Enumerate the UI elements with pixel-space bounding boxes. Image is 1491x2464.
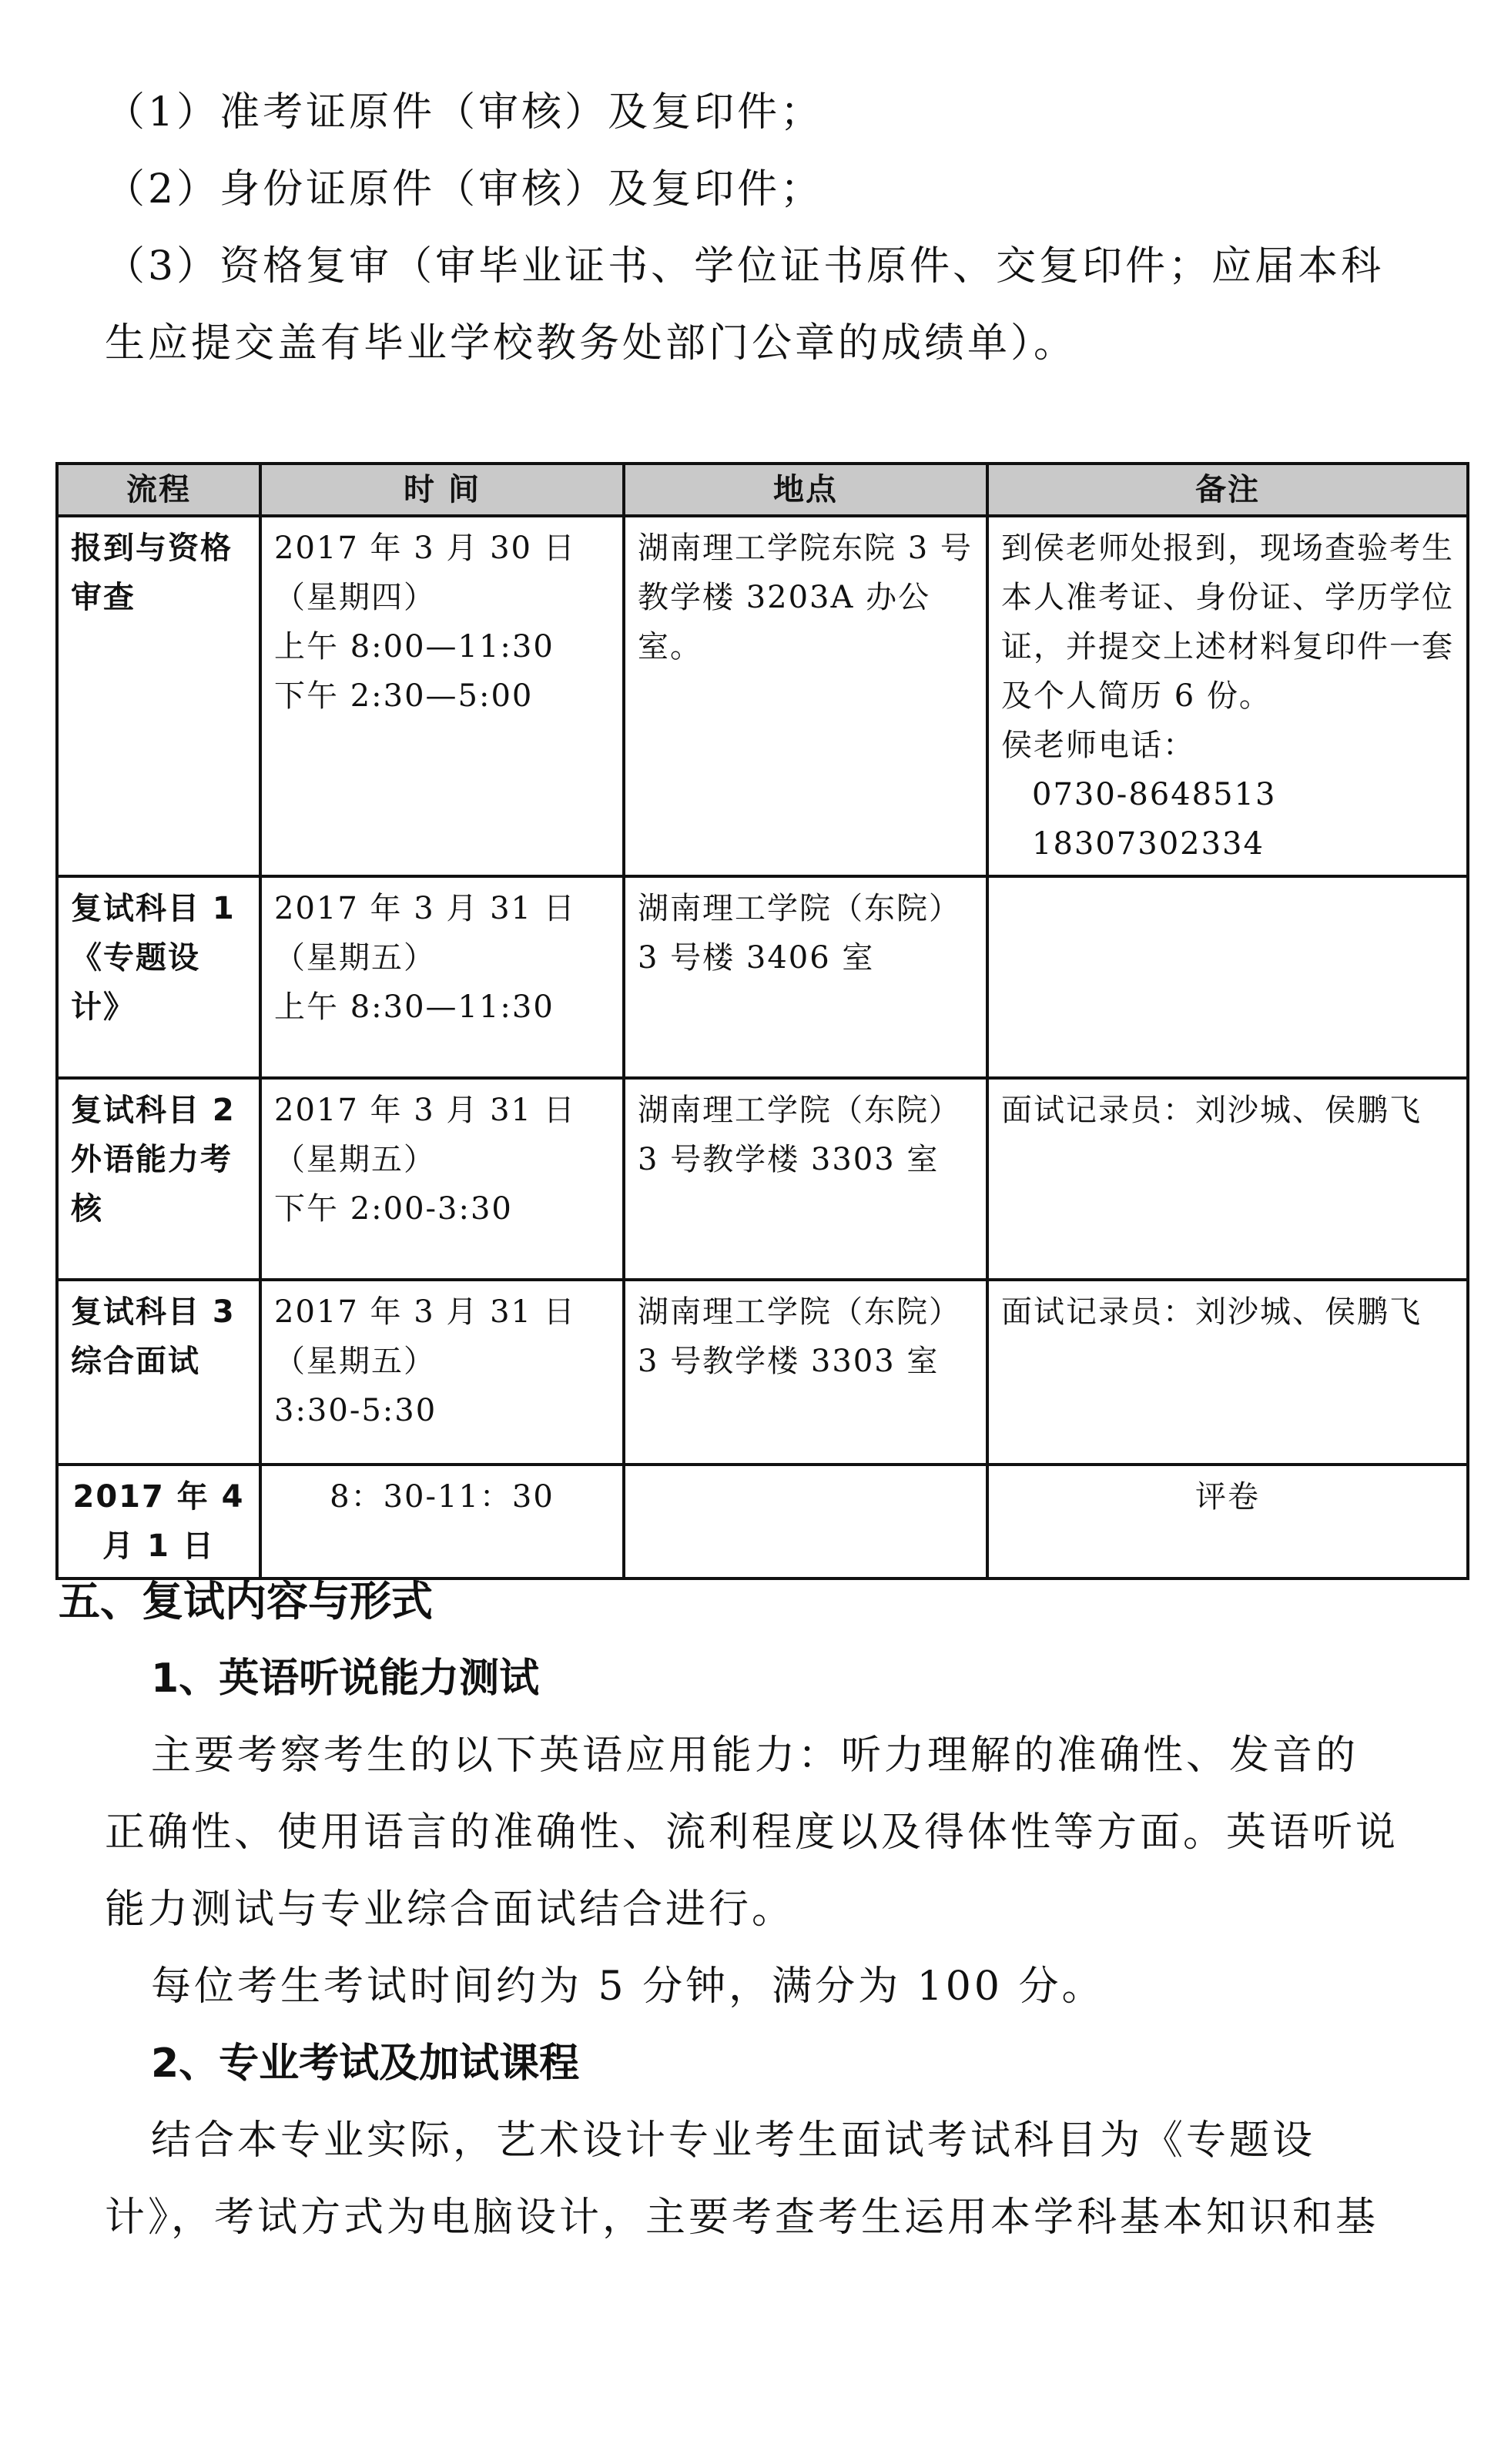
row-step: 复试科目 3 综合面试 [57, 1280, 260, 1465]
phone-1: 0730-8648513 [1032, 777, 1277, 812]
schedule-table [55, 462, 1469, 1580]
row-step: 复试科目 2 外语能力考核 [57, 1078, 260, 1280]
header-place: 地点 [624, 464, 987, 516]
time-range: 上午 8:30—11:30 [274, 989, 555, 1025]
row-step: 复试科目 1《专题设计》 [57, 876, 260, 1078]
header-step: 流程 [57, 464, 260, 516]
time-date: 2017 年 3 月 30 日（星期四） [274, 531, 576, 615]
row-step: 2017 年 4 月 1 日 [57, 1465, 260, 1578]
phone-2: 18307302334 [1032, 826, 1265, 862]
intro-item-2: （2）身份证原件（审核）及复印件； [105, 166, 824, 213]
row-place: 湖南理工学院（东院）3 号教学楼 3303 室 [624, 1280, 987, 1465]
time-date: 2017 年 3 月 31 日（星期五） [274, 1294, 576, 1379]
header-time: 时 间 [260, 464, 624, 516]
section-5-title: 五、复试内容与形式 [59, 1577, 433, 1625]
row-note: 面试记录员：刘沙城、侯鹏飞 [987, 1280, 1468, 1465]
subsection-1-paragraph: 主要考察考生的以下英语应用能力：听力理解的准确性、发音的正确性、使用语言的准确性、流利程度以及得体性等方面。英语听说能力测试与专业综合面试结合进行。 [105, 1732, 1399, 1933]
row-time [260, 876, 624, 1078]
row-time: 8：30-11：30 [260, 1465, 624, 1578]
time-date: 2017 年 3 月 31 日（星期五） [274, 1093, 576, 1177]
table-row [57, 1465, 1468, 1578]
row-place [624, 1465, 987, 1578]
row-step: 报到与资格审查 [57, 516, 260, 876]
time-afternoon: 下午 2:30—5:00 [274, 678, 534, 714]
subsection-1-score: 每位考生考试时间约为 5 分钟，满分为 100 分。 [151, 1964, 1105, 2010]
row-place: 湖南理工学院（东院）3 号楼 3406 室 [624, 876, 987, 1078]
row-time [260, 516, 624, 876]
time-date: 2017 年 3 月 31 日（星期五） [274, 891, 576, 976]
subsection-1-title: 1、英语听说能力测试 [151, 1656, 540, 1702]
time-morning: 上午 8:00—11:30 [274, 629, 555, 665]
subsection-2-paragraph: 结合本专业实际，艺术设计专业考生面试考试科目为《专题设计》，考试方式为电脑设计，主要考查考生运用本学科基本知识和基 [105, 2118, 1379, 2241]
contact-label: 侯老师电话： [1001, 728, 1195, 763]
row-place: 湖南理工学院（东院）3 号教学楼 3303 室 [624, 1078, 987, 1280]
row-note [987, 516, 1468, 876]
table-header-row [57, 464, 1468, 516]
row-place: 湖南理工学院东院 3 号教学楼 3203A 办公室。 [624, 516, 987, 876]
table-row [57, 1078, 1468, 1280]
row-time [260, 1280, 624, 1465]
intro-item-1: （1）准考证原件（审核）及复印件； [105, 89, 824, 136]
subsection-2-title: 2、专业考试及加试课程 [151, 2040, 580, 2087]
row-note [987, 876, 1468, 1078]
note-text: 到侯老师处报到，现场查验考生本人准考证、身份证、学历学位证，并提交上述材料复印件一套及个人简历 6 份。 [1001, 531, 1454, 714]
row-time [260, 1078, 624, 1280]
header-note: 备注 [987, 464, 1468, 516]
table-row [57, 516, 1468, 876]
table-row [57, 1280, 1468, 1465]
time-range: 下午 2:00-3:30 [274, 1191, 513, 1227]
intro-item-3: （3）资格复审（审毕业证书、学位证书原件、交复印件；应届本科生应提交盖有毕业学校教务处部门公章的成绩单）。 [105, 243, 1385, 367]
table-row [57, 876, 1468, 1078]
row-note: 面试记录员：刘沙城、侯鹏飞 [987, 1078, 1468, 1280]
time-range: 3:30-5:30 [274, 1393, 437, 1428]
row-note: 评卷 [987, 1465, 1468, 1578]
